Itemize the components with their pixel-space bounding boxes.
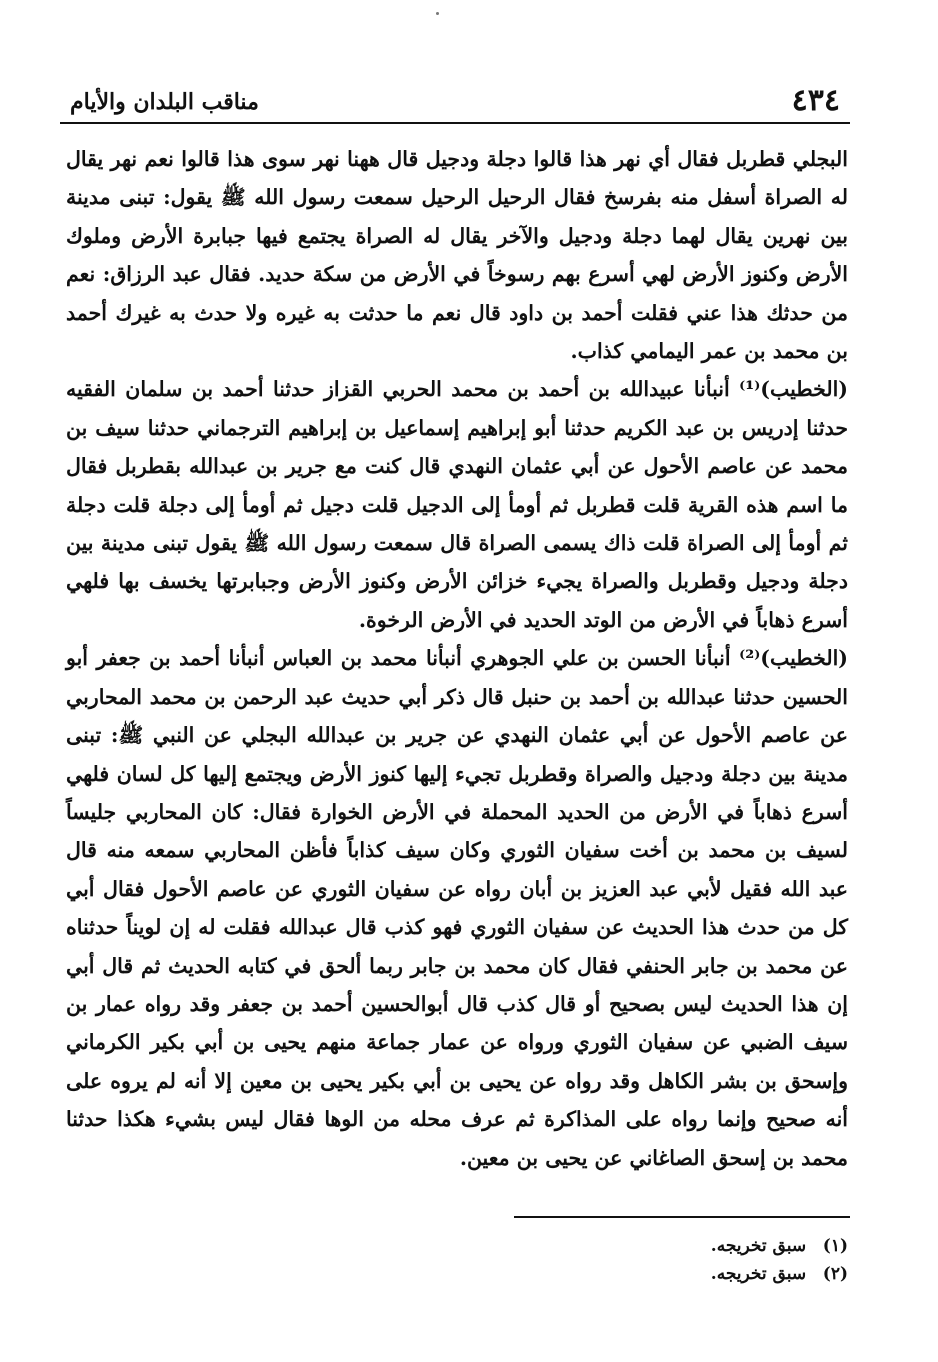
footnote-number: (١) [822,1236,848,1256]
footnote-text: سبق تخريجه. [710,1264,807,1284]
footnote-rule [514,1216,850,1218]
page-number: ٤٣٤ [791,83,840,118]
footnote-1 [448,1232,848,1260]
footnote-number: (٢) [822,1264,848,1284]
header-rule [60,122,850,124]
scan-speck [436,12,439,15]
footnote-2 [448,1260,848,1288]
paragraph-3: (الخطيب)⁽²⁾ أنبأنا الحسن بن علي الجوهري أنبأنا محمد بن العباس أنبأنا أحمد بن جعفر أبو الحسين حدثنا عبدالله بن أحمد بن حنبل قال ذكر أبي حديث عبد الرحمن بن محمد المحاربي عن عاصم الأحول عن أبي عثمان النهدي عن جرير بن عبدالله البجلي عن النبي ﷺ: تبنى مدينة بين دجلة ودجيل والصراة وقطربل تجيء إليها كنوز الأرض ويجتمع إليها كل لسان فلهي أسرع ذهاباً في الأرض من الحديد المحملة في الأرض الخوارة فقال: كان المحاربي جليساً لسيف بن محمد بن أخت سفيان الثوري وكان سيف كذاباً فأظن المحاربي سمعه منه قال عبد الله فقيل لأبي عبد العزيز بن أبان رواه عن سفيان الثوري عن عاصم الأحول فقال أبي كل من حدث هذا الحديث عن سفيان الثوري فهو كذب قال عبدالله فقلت له إن لويناً حدثناه عن محمد بن جابر الحنفي فقال كان محمد بن جابر ربما ألحق في كتابه الحديث ثم قال أبي إن هذا الحديث ليس بصحيح أو قال كذب قال أبوالحسين أحمد بن جعفر وقد رواه عمار بن سيف الضبي عن سفيان الثوري ورواه عن عمار جماعة منهم يحيى بن أبي بكير الكرماني وإسحق بن بشر الكاهل وقد رواه عن يحيى بن أبي بكير يحيى بن معين إلا أنه لم يروه على أنه صحيح وإنما رواه على المذاكرة ثم عرف محله من الوها فقال ليس بشيء هكذا حدثنا محمد بن إسحق الصاغاني عن يحيى بن معين. [66,646,848,1170]
footnotes [448,1232,848,1288]
running-title: مناقب البلدان والأيام [70,89,259,115]
footnote-text: سبق تخريجه. [710,1236,807,1256]
paragraph-2: (الخطيب)⁽¹⁾ أنبأنا عبيدالله بن أحمد بن محمد الحربي القزاز حدثنا أحمد بن سلمان الفقيه حدثنا إدريس بن عبد الكريم حدثنا أبو إبراهيم إسماعيل بن إبراهيم الترجماني حدثنا سيف بن محمد عن عاصم الأحول عن أبي عثمان النهدي قال كنت مع جرير بن عبدالله بقطربل فقال ما اسم هذه القرية قلت قطربل ثم أومأ إلى الدجيل قلت دجيل ثم أومأ إلى دجلة قلت دجلة ثم أومأ إلى الصراة قلت ذاك يسمى الصراة قال سمعت رسول الله ﷺ يقول تبنى مدينة بين دجلة ودجيل وقطربل والصراة يجيء خزائن الأرض وكنوز الأرض وجبابرتها يخسف بها فلهي أسرع ذهاباً في الأرض من الوتد الحديد في الأرض الرخوة. [66,377,848,632]
paragraph-1: البجلي قطربل فقال أي نهر هذا قالوا دجلة ودجيل قال ههنا نهر سوى هذا قالوا نعم نهر يقال له الصراة أسفل منه بفرسخ فقال الرحيل الرحيل سمعت رسول الله ﷺ يقول: تبنى مدينة بين نهرين يقال لهما دجلة ودجيل والآخر يقال له الصراة يجتمع فيها جبابرة الأرض وملوك الأرض وكنوز الأرض لهي أسرع بهم رسوخاً في الأرض من سكة حديد. فقال عبد الرزاق: نعم من حدثك هذا عني فقلت أحمد بن داود قال نعم ما حدثت به غيره ولا حدث به غيرك أحمد بن محمد بن عمر اليمامي كذاب. [66,147,848,364]
page-header [66,82,848,122]
body-text [66,140,848,1177]
